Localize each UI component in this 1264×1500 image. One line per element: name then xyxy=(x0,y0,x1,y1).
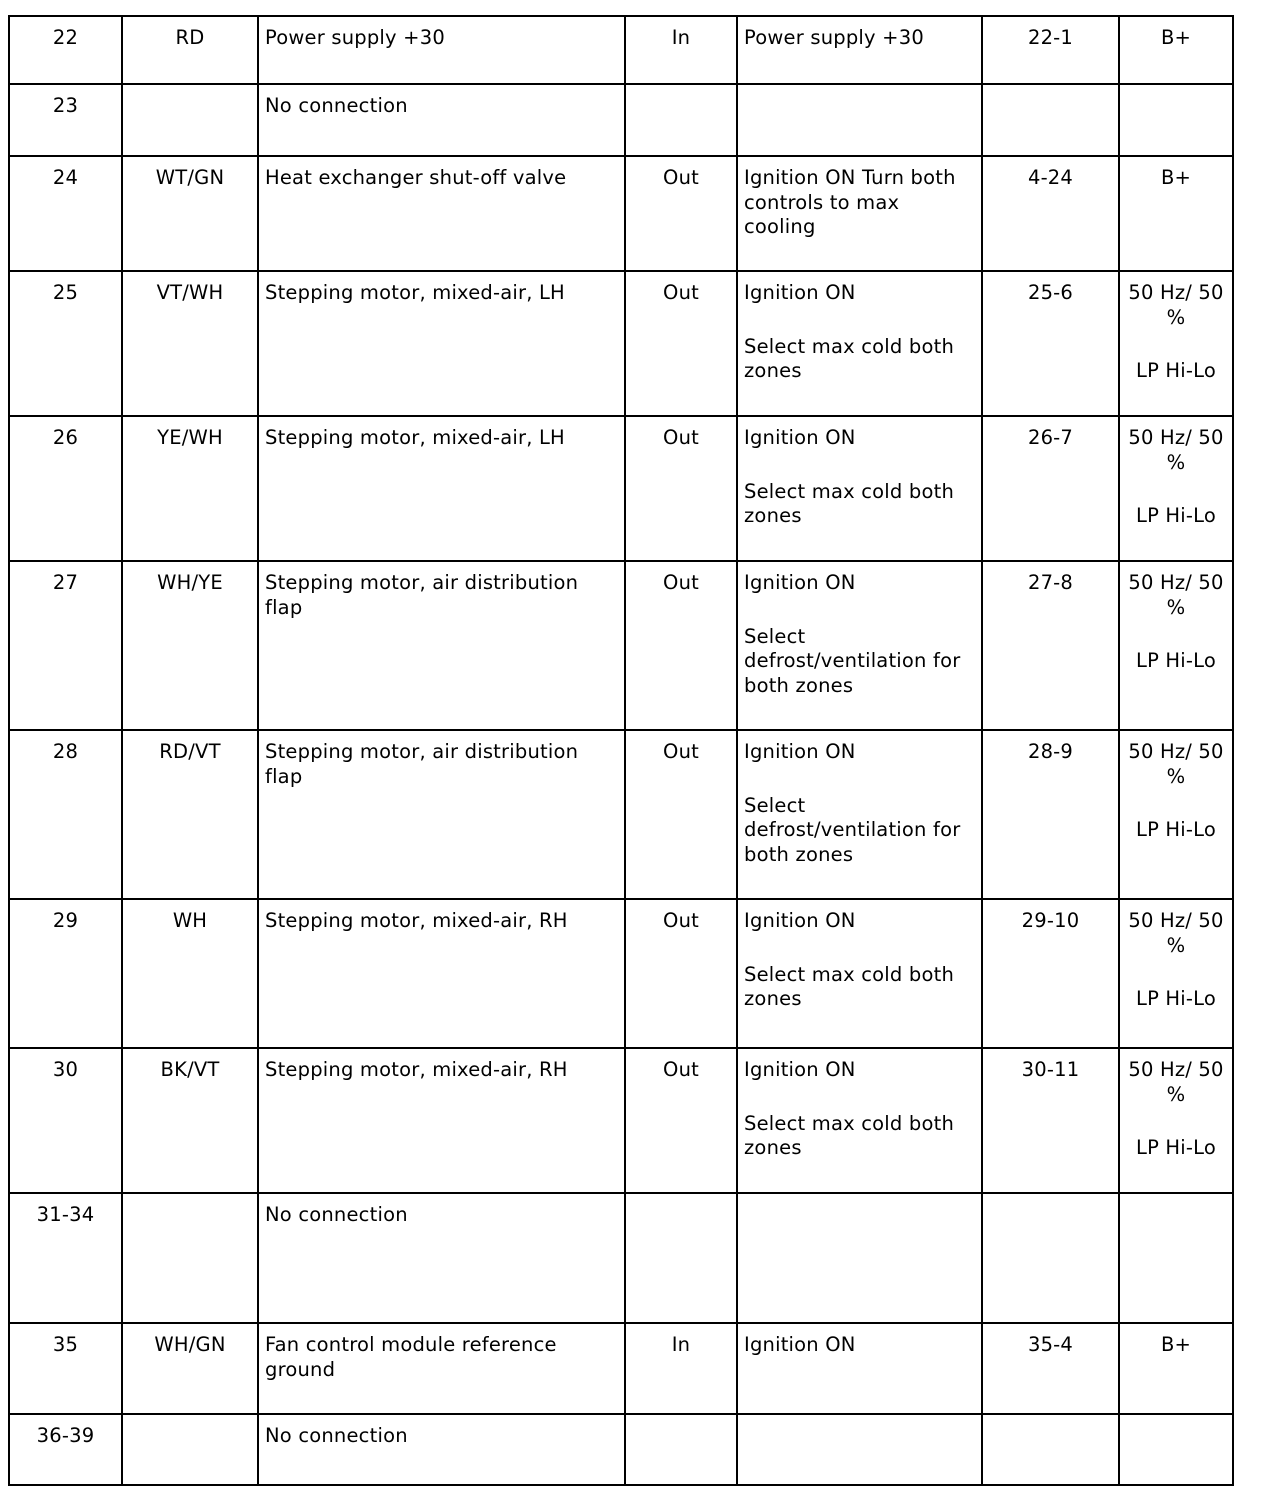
pin-cell: 35 xyxy=(9,1323,122,1414)
table-row xyxy=(9,416,1233,561)
table-row xyxy=(9,1193,1233,1323)
condition-cell xyxy=(737,730,982,899)
table-row xyxy=(9,899,1233,1048)
value-cell xyxy=(1119,899,1233,1048)
value-line: LP Hi-Lo xyxy=(1136,987,1216,1010)
condition-cell xyxy=(737,1414,982,1485)
value-cell xyxy=(1119,730,1233,899)
value-line: LP Hi-Lo xyxy=(1136,359,1216,382)
value-cell xyxy=(1119,16,1233,84)
condition-cell xyxy=(737,899,982,1048)
io-cell: Out xyxy=(625,561,737,730)
description-cell: No connection xyxy=(258,1414,625,1485)
wire-color-cell: WH xyxy=(122,899,258,1048)
value-cell xyxy=(1119,561,1233,730)
condition-line: Ignition ON Turn both controls to max cooling xyxy=(744,166,956,238)
value-line: LP Hi-Lo xyxy=(1136,504,1216,527)
io-cell xyxy=(625,84,737,156)
condition-cell xyxy=(737,561,982,730)
wire-color-cell: WH/YE xyxy=(122,561,258,730)
condition-line: Ignition ON xyxy=(744,1058,856,1081)
value-line: LP Hi-Lo xyxy=(1136,649,1216,672)
measure-cell: 4-24 xyxy=(982,156,1119,271)
description-cell: Power supply +30 xyxy=(258,16,625,84)
wire-color-cell: WT/GN xyxy=(122,156,258,271)
measure-cell: 25-6 xyxy=(982,271,1119,416)
pin-cell: 29 xyxy=(9,899,122,1048)
table-row xyxy=(9,16,1233,84)
condition-cell xyxy=(737,84,982,156)
value-cell xyxy=(1119,156,1233,271)
condition-cell xyxy=(737,271,982,416)
pin-cell: 30 xyxy=(9,1048,122,1193)
value-line: 50 Hz/ 50 % xyxy=(1128,426,1224,474)
io-cell: In xyxy=(625,1323,737,1414)
condition-cell xyxy=(737,416,982,561)
wire-color-cell xyxy=(122,1414,258,1485)
condition-cell xyxy=(737,1193,982,1323)
value-cell xyxy=(1119,1414,1233,1485)
value-line: 50 Hz/ 50 % xyxy=(1128,909,1224,957)
measure-cell xyxy=(982,84,1119,156)
value-cell xyxy=(1119,271,1233,416)
measure-cell: 29-10 xyxy=(982,899,1119,1048)
description-cell: Fan control module reference ground xyxy=(258,1323,625,1414)
wire-color-cell: RD xyxy=(122,16,258,84)
condition-line: Select max cold both zones xyxy=(744,334,954,382)
measure-cell xyxy=(982,1193,1119,1323)
wire-color-cell: BK/VT xyxy=(122,1048,258,1193)
table-row xyxy=(9,156,1233,271)
description-cell: Stepping motor, mixed-air, LH xyxy=(258,416,625,561)
condition-line: Ignition ON xyxy=(744,909,856,932)
table-row xyxy=(9,271,1233,416)
condition-line: Ignition ON xyxy=(744,426,856,449)
description-cell: No connection xyxy=(258,1193,625,1323)
description-cell: Stepping motor, mixed-air, RH xyxy=(258,1048,625,1193)
value-line: 50 Hz/ 50 % xyxy=(1128,571,1224,619)
condition-line: Select defrost/ventilation for both zones xyxy=(744,624,961,697)
wire-color-cell: RD/VT xyxy=(122,730,258,899)
pin-cell: 25 xyxy=(9,271,122,416)
pin-cell: 26 xyxy=(9,416,122,561)
condition-cell xyxy=(737,1323,982,1414)
table-row xyxy=(9,1414,1233,1485)
value-cell xyxy=(1119,1048,1233,1193)
value-line: 50 Hz/ 50 % xyxy=(1128,281,1224,329)
measure-cell xyxy=(982,1414,1119,1485)
io-cell: Out xyxy=(625,1048,737,1193)
wire-color-cell xyxy=(122,1193,258,1323)
table-row xyxy=(9,1048,1233,1193)
value-cell xyxy=(1119,416,1233,561)
condition-line: Ignition ON xyxy=(744,281,856,304)
condition-line: Power supply +30 xyxy=(744,26,924,49)
wire-color-cell xyxy=(122,84,258,156)
pin-cell: 36-39 xyxy=(9,1414,122,1485)
value-line: B+ xyxy=(1160,26,1192,49)
value-line: B+ xyxy=(1160,166,1192,189)
condition-line: Ignition ON xyxy=(744,740,856,763)
description-cell: Stepping motor, mixed-air, LH xyxy=(258,271,625,416)
table-row xyxy=(9,1323,1233,1414)
value-cell xyxy=(1119,1323,1233,1414)
condition-line: Ignition ON xyxy=(744,571,856,594)
io-cell: Out xyxy=(625,271,737,416)
measure-cell: 28-9 xyxy=(982,730,1119,899)
condition-line: Select max cold both zones xyxy=(744,1111,954,1159)
description-cell: No connection xyxy=(258,84,625,156)
io-cell: Out xyxy=(625,156,737,271)
description-cell: Stepping motor, mixed-air, RH xyxy=(258,899,625,1048)
io-cell xyxy=(625,1414,737,1485)
value-cell xyxy=(1119,84,1233,156)
condition-cell xyxy=(737,16,982,84)
table-row xyxy=(9,84,1233,156)
measure-cell: 30-11 xyxy=(982,1048,1119,1193)
pin-cell: 27 xyxy=(9,561,122,730)
pin-cell: 28 xyxy=(9,730,122,899)
value-line: 50 Hz/ 50 % xyxy=(1128,1058,1224,1106)
value-line: 50 Hz/ 50 % xyxy=(1128,740,1224,788)
value-line: LP Hi-Lo xyxy=(1136,1136,1216,1159)
description-cell: Stepping motor, air distribution flap xyxy=(258,730,625,899)
description-cell: Heat exchanger shut-off valve xyxy=(258,156,625,271)
value-line: B+ xyxy=(1160,1333,1192,1356)
pin-table xyxy=(8,15,1234,1486)
io-cell xyxy=(625,1193,737,1323)
io-cell: Out xyxy=(625,730,737,899)
condition-cell xyxy=(737,156,982,271)
pin-cell: 24 xyxy=(9,156,122,271)
wire-color-cell: WH/GN xyxy=(122,1323,258,1414)
condition-line: Ignition ON xyxy=(744,1333,856,1356)
measure-cell: 26-7 xyxy=(982,416,1119,561)
condition-line: Select defrost/ventilation for both zones xyxy=(744,793,961,866)
wire-color-cell: YE/WH xyxy=(122,416,258,561)
pin-cell: 22 xyxy=(9,16,122,84)
pin-cell: 31-34 xyxy=(9,1193,122,1323)
condition-line: Select max cold both zones xyxy=(744,962,954,1010)
value-cell xyxy=(1119,1193,1233,1323)
io-cell: In xyxy=(625,16,737,84)
measure-cell: 22-1 xyxy=(982,16,1119,84)
wire-color-cell: VT/WH xyxy=(122,271,258,416)
table-row xyxy=(9,730,1233,899)
measure-cell: 35-4 xyxy=(982,1323,1119,1414)
condition-line: Select max cold both zones xyxy=(744,479,954,527)
value-line: LP Hi-Lo xyxy=(1136,818,1216,841)
io-cell: Out xyxy=(625,899,737,1048)
measure-cell: 27-8 xyxy=(982,561,1119,730)
pin-cell: 23 xyxy=(9,84,122,156)
table-row xyxy=(9,561,1233,730)
description-cell: Stepping motor, air distribution flap xyxy=(258,561,625,730)
io-cell: Out xyxy=(625,416,737,561)
condition-cell xyxy=(737,1048,982,1193)
